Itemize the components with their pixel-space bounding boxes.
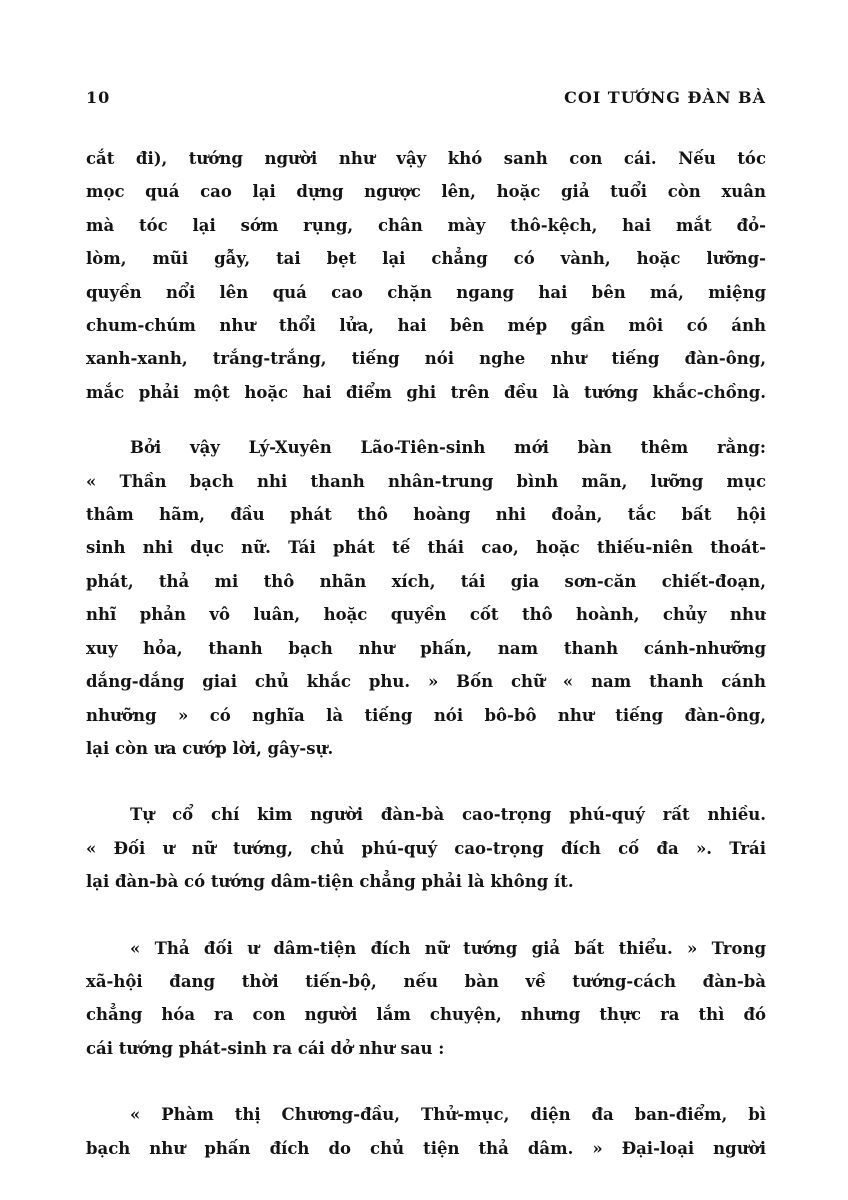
text-line: mắc phải một hoặc hai điểm ghi trên đều là tướng khắc-chồng.	[86, 382, 766, 402]
running-title: COI TƯỚNG ĐÀN BÀ	[564, 88, 766, 107]
text-line: thâm hãm, đầu phát thô hoàng nhi đoản, tắc bất hội	[86, 505, 766, 525]
text-line: xanh-xanh, trắng-trắng, tiếng nói nghe như tiếng đàn-ông,	[86, 349, 766, 369]
text-line: mọc quá cao lại dựng ngược lên, hoặc giả tuổi còn xuân	[86, 182, 766, 202]
page-number: 10	[86, 88, 111, 107]
paragraph-3	[86, 798, 766, 898]
text-line: phát, thả mi thô nhãn xích, tái gia sơn-căn chiết-đoạn,	[86, 571, 766, 591]
text-line: dắng-dắng giai chủ khắc phu. » Bốn chữ « nam thanh cánh	[86, 672, 766, 692]
text-line: mà tóc lại sớm rụng, chân mày thô-kệch, hai mắt đỏ-	[86, 215, 766, 235]
text-line: « Đối ư nữ tướng, chủ phú-quý cao-trọng đích cố đa ». Trái	[86, 838, 766, 858]
text-line: quyền nổi lên quá cao chặn ngang hai bên má, miệng	[86, 282, 766, 302]
text-line: « Thả đối ư dâm-tiện đích nữ tướng giả bất thiểu. » Trong	[130, 938, 766, 958]
text-line: sinh nhi dục nữ. Tái phát tế thái cao, hoặc thiếu-niên thoát-	[86, 538, 766, 558]
text-line: bạch như phấn đích do chủ tiện thả dâm. » Đại-loại người	[86, 1138, 766, 1158]
text-line: lại đàn-bà có tướng dâm-tiện chẳng phải là không ít.	[86, 872, 574, 892]
text-line: lòm, mũi gẫy, tai bẹt lại chẳng có vành, hoặc lưỡng-	[86, 249, 766, 269]
text-line: Tự cổ chí kim người đàn-bà cao-trọng phú-quý rất nhiều.	[130, 805, 766, 825]
text-line: cắt đi), tướng người như vậy khó sanh con cái. Nếu tóc	[86, 149, 766, 168]
text-line: lại còn ưa cướp lời, gây-sự.	[86, 738, 334, 758]
paragraph-1	[86, 142, 766, 409]
text-line: chẳng hóa ra con người lắm chuyện, nhưng thực ra thì đó	[86, 1005, 766, 1025]
text-line: nhưỡng » có nghĩa là tiếng nói bô-bô như tiếng đàn-ông,	[86, 705, 766, 725]
paragraph-4	[86, 932, 766, 1066]
text-line: « Thần bạch nhi thanh nhân-trung bình mãn, lưỡng mục	[86, 471, 766, 491]
text-line: chum-chúm như thổi lửa, hai bên mép gần môi có ánh	[86, 316, 766, 336]
text-line: xuy hỏa, thanh bạch như phấn, nam thanh cánh-nhưỡng	[86, 638, 766, 658]
page-header	[86, 88, 766, 112]
paragraph-5	[86, 1098, 766, 1165]
paragraph-2	[86, 431, 766, 765]
text-line: Bởi vậy Lý-Xuyên Lão-Tiên-sinh mới bàn thêm rằng:	[130, 438, 766, 458]
text-line: nhĩ phản vô luân, hoặc quyền cốt thô hoành, chủy như	[86, 605, 766, 625]
body-text	[86, 142, 766, 1165]
text-line: « Phàm thị Chương-đầu, Thử-mục, diện đa ban-điểm, bì	[130, 1105, 766, 1125]
text-line: xã-hội đang thời tiến-bộ, nếu bàn về tướng-cách đàn-bà	[86, 971, 766, 991]
text-line: cái tướng phát-sinh ra cái dở như sau :	[86, 1038, 445, 1058]
